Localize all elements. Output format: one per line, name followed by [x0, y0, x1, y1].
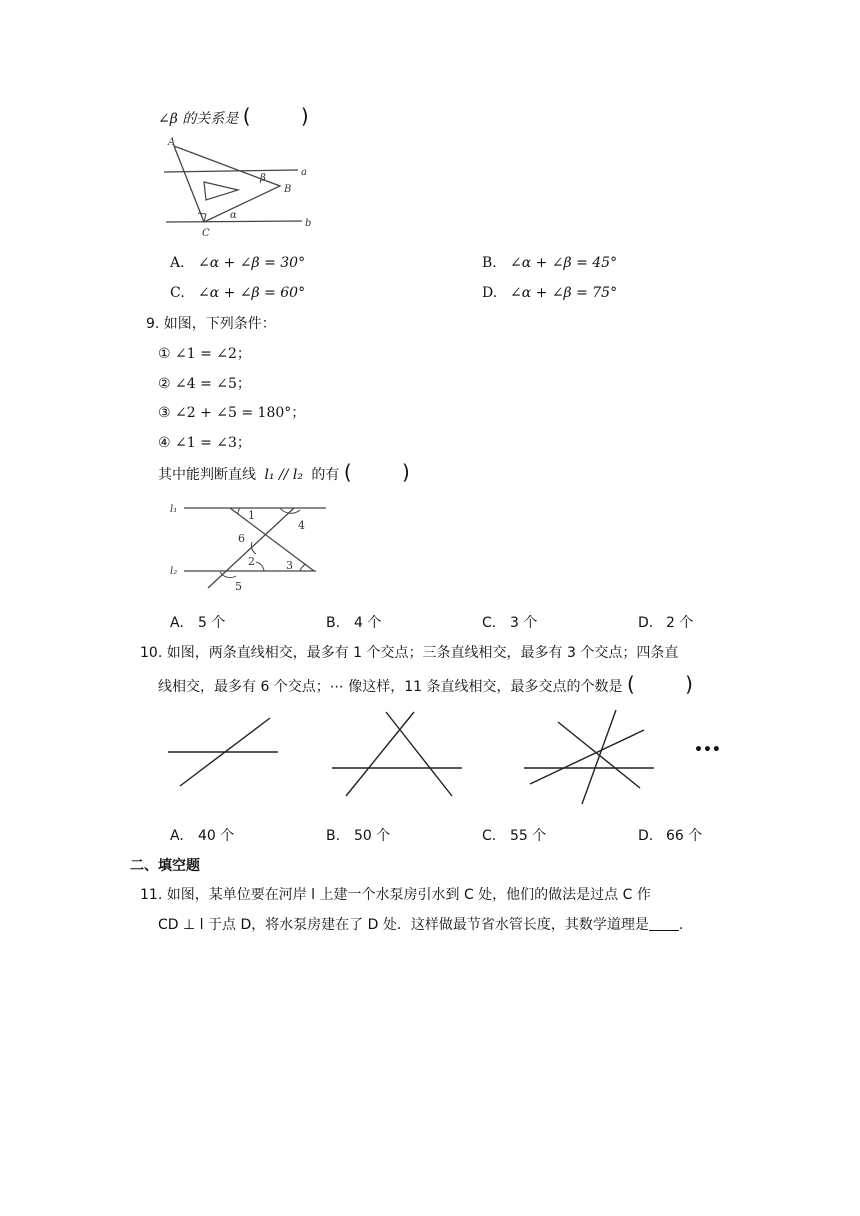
q8-option-d[interactable]	[482, 285, 617, 301]
q9-condition-4: ④ ∠1 = ∠3；	[158, 435, 251, 451]
q8-figure	[160, 134, 320, 242]
q8-answer-paren: ( )	[242, 104, 331, 128]
option-key: A.	[170, 828, 184, 844]
q8-stem-tail	[158, 104, 331, 128]
q9-label-3: 3	[286, 559, 293, 572]
q8-label-alpha: α	[230, 210, 237, 221]
q11-answer-blank[interactable]	[649, 916, 679, 931]
q9-label-6: 6	[238, 532, 245, 545]
q10-option-c[interactable]	[482, 825, 546, 845]
q9-label-1: 1	[248, 509, 255, 522]
option-key: D.	[482, 285, 498, 301]
option-key: C.	[170, 285, 185, 301]
option-text: 5 个	[198, 615, 226, 631]
q10-figure-two-lines	[166, 714, 282, 790]
q8-label-a: a	[301, 167, 307, 178]
q10-stem-line2	[158, 672, 715, 696]
q9-label-2: 2	[248, 555, 255, 568]
q8-label-C: C	[202, 228, 210, 239]
q10-stem-line2-text: 线相交，最多有 6 个交点；⋯ 像这样，11 条直线相交，最多交点的个数是	[158, 679, 623, 695]
q10-option-a[interactable]	[170, 825, 234, 845]
q11-stem-line2-text: CD ⊥ l 于点 D，将水泵房建在了 D 处．这样做最节省水管长度，其数学道理是	[158, 917, 649, 933]
option-key: D.	[638, 615, 654, 631]
q9-label-l1: l₁	[170, 504, 178, 515]
q10-answer-paren: ( )	[626, 672, 715, 696]
option-key: D.	[638, 828, 654, 844]
q9-label-4: 4	[298, 519, 305, 532]
option-text: 3 个	[510, 615, 538, 631]
option-text: ∠α + ∠β = 45°	[510, 255, 618, 271]
q8-stem-text: ∠β 的关系是	[158, 111, 239, 127]
q8-line-b	[166, 221, 302, 222]
option-key: B.	[482, 255, 497, 271]
option-text: ∠α + ∠β = 30°	[198, 255, 306, 271]
option-text: 4 个	[354, 615, 382, 631]
q9-stem: 9. 如图，下列条件：	[146, 316, 276, 332]
option-key: A.	[170, 255, 185, 271]
option-text: ∠α + ∠β = 75°	[510, 285, 618, 301]
q9-question-prefix: 其中能判断直线	[158, 467, 256, 483]
q9-label-5: 5	[235, 580, 242, 593]
q8-label-B: B	[284, 184, 292, 195]
option-text: 66 个	[666, 828, 703, 844]
option-key: A.	[170, 615, 184, 631]
q9-angle-arcs	[220, 508, 306, 578]
option-text: 2 个	[666, 615, 694, 631]
q10-option-d[interactable]	[638, 825, 702, 845]
option-text: 50 个	[354, 828, 391, 844]
q9-option-a[interactable]	[170, 612, 225, 632]
q8-option-c[interactable]	[170, 285, 305, 301]
q8-label-b: b	[305, 218, 312, 229]
q9-question-suffix: 的有	[311, 467, 340, 483]
q9-condition-3: ③ ∠2 + ∠5 = 180°；	[158, 405, 306, 421]
q9-question-lines: l₁ // l₂	[264, 467, 303, 483]
q8-label-A: A	[168, 137, 176, 148]
q9-condition-2: ② ∠4 = ∠5；	[158, 376, 251, 392]
q10-stem-line1: 10. 如图，两条直线相交，最多有 1 个交点；三条直线相交，最多有 3 个交点；四条直	[140, 645, 679, 661]
q9-option-b[interactable]	[326, 612, 381, 632]
q11-stem-end: .	[678, 917, 684, 933]
q8-label-beta: β	[260, 173, 266, 184]
q8-option-b[interactable]	[482, 255, 617, 271]
q8-option-a[interactable]	[170, 255, 305, 271]
option-key: C.	[482, 615, 497, 631]
option-text: 55 个	[510, 828, 547, 844]
q9-condition-1: ① ∠1 = ∠2；	[158, 346, 251, 362]
q11-stem-line1: 11. 如图，某单位要在河岸 l 上建一个水泵房引水到 C 处，他们的做法是过点 C 作	[140, 887, 651, 903]
option-text: ∠α + ∠β = 60°	[198, 285, 306, 301]
q9-question	[158, 460, 432, 484]
q10-ellipsis: •••	[694, 742, 721, 758]
q11-stem-line2	[158, 914, 683, 934]
q9-answer-paren: ( )	[343, 460, 432, 484]
q9-label-l2: l₂	[170, 566, 178, 577]
q8-triangle	[174, 146, 280, 222]
q9-option-d[interactable]	[638, 612, 693, 632]
option-key: B.	[326, 615, 341, 631]
q10-figure-four-lines	[522, 708, 658, 806]
option-key: C.	[482, 828, 497, 844]
q10-figure-three-lines	[330, 710, 466, 798]
q10-option-b[interactable]	[326, 825, 390, 845]
q9-option-c[interactable]	[482, 612, 537, 632]
option-key: B.	[326, 828, 341, 844]
q9-figure	[168, 498, 328, 598]
section-title-fill-blank: 二、填空题	[130, 858, 200, 874]
option-text: 40 个	[198, 828, 235, 844]
